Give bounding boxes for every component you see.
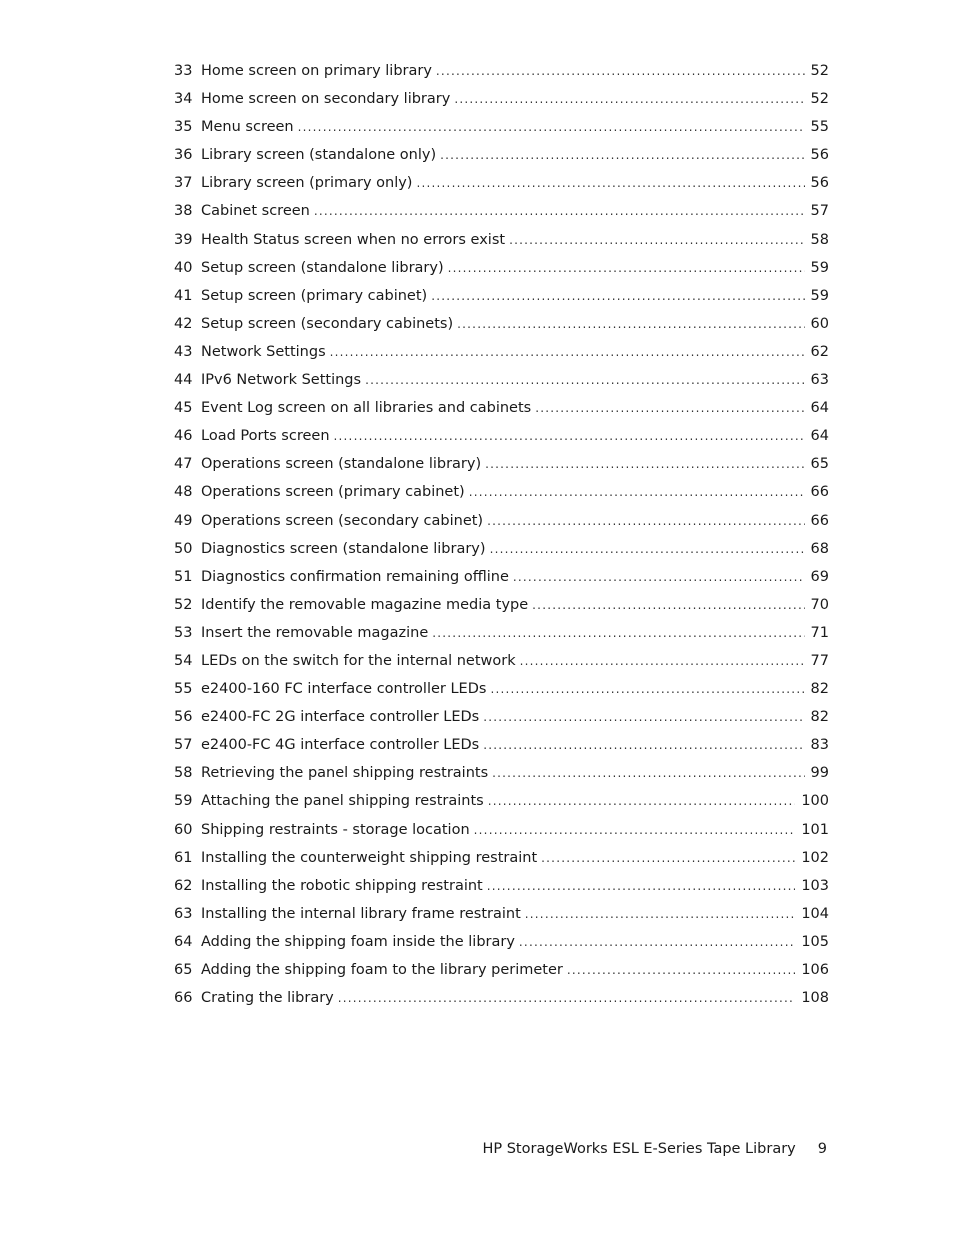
figure-number: 47 (174, 456, 193, 473)
page-number: 99 (810, 765, 829, 782)
toc-entry[interactable] (174, 450, 829, 478)
figure-number: 58 (174, 765, 193, 782)
figure-title: Network Settings (201, 343, 326, 360)
page-number: 52 (810, 91, 829, 108)
page-number: 63 (810, 372, 829, 389)
toc-entry[interactable] (174, 113, 829, 141)
figure-title: Event Log screen on all libraries and cabinets (201, 400, 532, 417)
figure-number: 65 (174, 962, 193, 978)
page-number: 100 (801, 793, 829, 810)
figure-number: 35 (174, 119, 193, 136)
figure-title: e2400-FC 2G interface controller LEDs (201, 709, 480, 726)
dot-leader (298, 113, 805, 141)
figure-number: 64 (174, 933, 193, 950)
dot-leader (469, 478, 805, 506)
figure-title: Crating the library (201, 990, 334, 1007)
figure-title: Operations screen (secondary cabinet) (201, 512, 484, 529)
figure-number: 43 (174, 343, 193, 360)
toc-entry[interactable] (174, 169, 829, 197)
figure-title: Operations screen (standalone library) (201, 456, 482, 473)
figure-title: Home screen on secondary library (201, 91, 451, 108)
table-of-figures (174, 57, 829, 1012)
figure-number: 33 (174, 63, 193, 79)
page-number: 66 (810, 484, 829, 501)
toc-entry[interactable] (174, 226, 829, 254)
figure-title: Adding the shipping foam inside the library (201, 933, 515, 950)
figure-title: Identify the removable magazine media type (201, 596, 529, 613)
dot-leader (432, 619, 804, 647)
figure-number: 57 (174, 737, 193, 754)
toc-entry[interactable] (174, 310, 829, 338)
figure-number: 48 (174, 484, 193, 501)
figure-number: 41 (174, 287, 193, 304)
dot-leader (440, 141, 804, 169)
page-footer (482, 1141, 827, 1157)
figure-number: 50 (174, 540, 193, 557)
page-number: 108 (801, 990, 829, 1007)
page-number: 77 (810, 652, 829, 669)
toc-entry[interactable] (174, 535, 829, 563)
dot-leader (492, 759, 804, 787)
dot-leader (314, 197, 805, 225)
figure-number: 63 (174, 905, 193, 922)
toc-entry[interactable] (174, 338, 829, 366)
page-number: 82 (810, 709, 829, 726)
figure-number: 40 (174, 259, 193, 276)
dot-leader (474, 816, 796, 844)
page-number: 103 (801, 877, 829, 894)
figure-number: 36 (174, 147, 193, 164)
page-number: 59 (810, 287, 829, 304)
figure-title: Load Ports screen (201, 428, 330, 445)
dot-leader (487, 507, 804, 535)
figure-title: LEDs on the switch for the internal network (201, 652, 516, 669)
figure-number: 39 (174, 231, 193, 248)
toc-entry[interactable] (174, 422, 829, 450)
figure-number: 53 (174, 624, 193, 641)
dot-leader (483, 731, 804, 759)
dot-leader (487, 872, 796, 900)
page-number: 56 (810, 147, 829, 164)
dot-leader (490, 535, 805, 563)
toc-entry[interactable] (174, 141, 829, 169)
page-number: 64 (810, 428, 829, 445)
figure-title: Insert the removable magazine (201, 624, 429, 641)
figure-title: Diagnostics screen (standalone library) (201, 540, 486, 557)
page-number: 101 (801, 821, 829, 838)
dot-leader (532, 591, 804, 619)
dot-leader (431, 282, 804, 310)
toc-entry[interactable] (174, 619, 829, 647)
dot-leader (520, 647, 805, 675)
dot-leader (490, 675, 804, 703)
toc-entry[interactable] (174, 928, 829, 956)
page-number: 70 (810, 596, 829, 613)
dot-leader (541, 844, 795, 872)
page-number: 59 (810, 259, 829, 276)
footer-document-title: HP StorageWorks ESL E-Series Tape Library (482, 1141, 796, 1157)
figure-title: Library screen (primary only) (201, 175, 413, 192)
dot-leader (519, 928, 795, 956)
dot-leader (457, 310, 804, 338)
page-number: 55 (810, 119, 829, 136)
dot-leader (509, 226, 804, 254)
page-number: 57 (810, 203, 829, 220)
page-number: 68 (810, 540, 829, 557)
figure-number: 62 (174, 877, 193, 894)
page-number: 82 (810, 681, 829, 698)
figure-number: 56 (174, 709, 193, 726)
figure-title: Health Status screen when no errors exist (201, 231, 506, 248)
toc-entry[interactable] (174, 984, 829, 1012)
figure-title: IPv6 Network Settings (201, 372, 362, 389)
toc-entry[interactable] (174, 675, 829, 703)
toc-entry[interactable] (174, 85, 829, 113)
dot-leader (365, 366, 804, 394)
dot-leader (454, 85, 804, 113)
figure-title: Setup screen (secondary cabinets) (201, 315, 454, 332)
figure-number: 42 (174, 315, 193, 332)
figure-number: 34 (174, 91, 193, 108)
toc-entry[interactable] (174, 731, 829, 759)
dot-leader (535, 394, 804, 422)
figure-number: 49 (174, 512, 193, 529)
dot-leader (485, 450, 804, 478)
figure-number: 38 (174, 203, 193, 220)
toc-entry[interactable] (174, 900, 829, 928)
page-number: 105 (801, 933, 829, 950)
page-number: 71 (810, 624, 829, 641)
toc-entry[interactable] (174, 844, 829, 872)
figure-title: Operations screen (primary cabinet) (201, 484, 465, 501)
page-number: 69 (810, 568, 829, 585)
toc-entry[interactable] (174, 872, 829, 900)
page-number: 102 (801, 849, 829, 866)
toc-entry[interactable] (174, 282, 829, 310)
figure-title: Library screen (standalone only) (201, 147, 437, 164)
page-number: 58 (810, 231, 829, 248)
toc-entry[interactable] (174, 197, 829, 225)
page-number: 56 (810, 175, 829, 192)
page-number: 64 (810, 400, 829, 417)
dot-leader (338, 984, 796, 1012)
figure-title: Retrieving the panel shipping restraints (201, 765, 489, 782)
toc-entry[interactable] (174, 478, 829, 506)
figure-title: Home screen on primary library (201, 63, 432, 79)
figure-title: Attaching the panel shipping restraints (201, 793, 484, 810)
figure-number: 54 (174, 652, 193, 669)
figure-title: Cabinet screen (201, 203, 310, 220)
toc-entry[interactable] (174, 647, 829, 675)
page-number: 66 (810, 512, 829, 529)
figure-number: 55 (174, 681, 193, 698)
footer-page-number: 9 (817, 1141, 827, 1157)
dot-leader (483, 703, 804, 731)
toc-entry[interactable] (174, 759, 829, 787)
dot-leader (525, 900, 796, 928)
figure-number: 46 (174, 428, 193, 445)
page-number: 62 (810, 343, 829, 360)
figure-number: 51 (174, 568, 193, 585)
toc-entry[interactable] (174, 563, 829, 591)
figure-title: Setup screen (primary cabinet) (201, 287, 428, 304)
page-number: 83 (810, 737, 829, 754)
figure-title: e2400-160 FC interface controller LEDs (201, 681, 487, 698)
figure-number: 52 (174, 596, 193, 613)
figure-number: 60 (174, 821, 193, 838)
figure-number: 61 (174, 849, 193, 866)
figure-number: 37 (174, 175, 193, 192)
toc-entry[interactable] (174, 254, 829, 282)
dot-leader (513, 563, 805, 591)
figure-title: Installing the internal library frame restraint (201, 905, 521, 922)
figure-number: 59 (174, 793, 193, 810)
toc-entry[interactable] (174, 507, 829, 535)
dot-leader (416, 169, 804, 197)
toc-entry[interactable] (174, 366, 829, 394)
figure-title: Diagnostics confirmation remaining offline (201, 568, 509, 585)
figure-title: Installing the robotic shipping restraint (201, 877, 483, 894)
figure-number: 44 (174, 372, 193, 389)
figure-number: 66 (174, 990, 193, 1007)
dot-leader (488, 787, 796, 815)
page-number: 104 (801, 905, 829, 922)
toc-entry[interactable] (174, 57, 829, 85)
dot-leader (567, 956, 795, 984)
dot-leader (330, 338, 805, 366)
toc-entry[interactable] (174, 703, 829, 731)
dot-leader (334, 422, 805, 450)
page-number: 106 (801, 962, 829, 978)
figure-title: Shipping restraints - storage location (201, 821, 470, 838)
figure-title: e2400-FC 4G interface controller LEDs (201, 737, 480, 754)
toc-entry[interactable] (174, 394, 829, 422)
toc-entry[interactable] (174, 956, 829, 984)
dot-leader (448, 254, 805, 282)
dot-leader (436, 57, 805, 85)
toc-entry[interactable] (174, 591, 829, 619)
page-number: 65 (810, 456, 829, 473)
figure-title: Installing the counterweight shipping restraint (201, 849, 538, 866)
figure-title: Menu screen (201, 119, 294, 136)
figure-title: Adding the shipping foam to the library perimeter (201, 962, 563, 978)
figure-number: 45 (174, 400, 193, 417)
page-number: 52 (810, 63, 829, 79)
toc-entry[interactable] (174, 787, 829, 815)
figure-title: Setup screen (standalone library) (201, 259, 444, 276)
toc-entry[interactable] (174, 816, 829, 844)
page-number: 60 (810, 315, 829, 332)
